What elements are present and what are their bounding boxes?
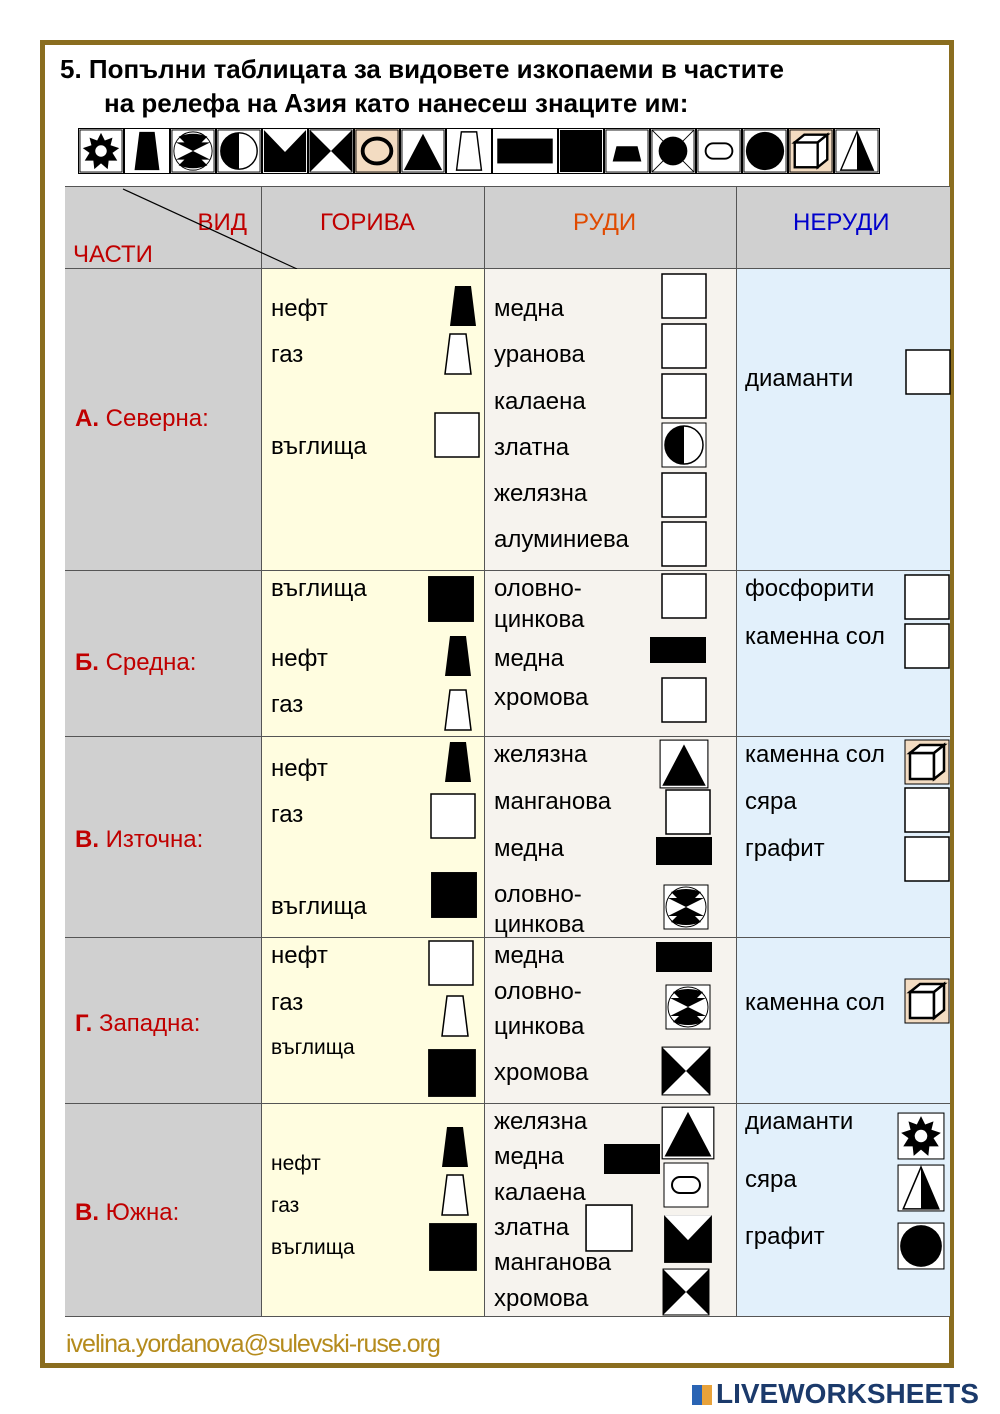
header-nerudi: НЕРУДИ: [793, 209, 890, 236]
fuels-cell: [262, 269, 485, 570]
graphite-symbol[interactable]: [897, 1222, 945, 1270]
header-diagonal-line: [65, 187, 305, 270]
list-item: въглища: [271, 893, 367, 920]
list-item: нефт: [271, 1152, 321, 1175]
list-item: графит: [745, 1223, 825, 1250]
list-item: оловно-: [494, 575, 582, 602]
region-label: В. Източна:: [75, 826, 204, 853]
list-item: газ: [271, 341, 304, 368]
nonores-cell: [737, 571, 950, 736]
ores-cell: [485, 737, 737, 937]
table-row: [65, 938, 950, 1104]
tin-symbol[interactable]: [663, 1162, 709, 1208]
ores-cell: [485, 938, 737, 1103]
list-item: газ: [271, 1194, 300, 1217]
m-shape-icon[interactable]: [262, 128, 308, 174]
list-item: диаманти: [745, 1108, 854, 1135]
oil-symbol[interactable]: [432, 1124, 478, 1170]
iron-symbol[interactable]: [655, 739, 713, 789]
gold-symbol[interactable]: [661, 422, 707, 468]
title-line-1: 5. Попълни таблицата за видовете изкопаеми в частите: [60, 54, 784, 84]
copper-symbol[interactable]: [655, 830, 713, 876]
chrome-symbol[interactable]: [657, 1268, 715, 1316]
list-item: хромова: [494, 1059, 589, 1086]
list-item: нефт: [271, 295, 328, 322]
copper-symbol[interactable]: [603, 1144, 661, 1174]
oil-symbol[interactable]: [440, 283, 486, 329]
drop-slot[interactable]: [661, 273, 707, 319]
manganese-symbol[interactable]: [661, 1214, 715, 1264]
list-item: уранова: [494, 341, 585, 368]
trapezoid-white-icon[interactable]: [446, 128, 492, 174]
table-row: [65, 571, 950, 737]
list-item: газ: [271, 691, 304, 718]
list-item: газ: [271, 989, 304, 1016]
task-title: [60, 52, 784, 120]
iron-symbol[interactable]: [661, 1106, 715, 1160]
drop-slot[interactable]: [434, 412, 480, 458]
drop-slot[interactable]: [661, 323, 707, 369]
header-goriva: ГОРИВА: [320, 209, 415, 236]
drop-slot[interactable]: [661, 677, 707, 723]
fuels-cell: [262, 938, 485, 1103]
circle-black-icon[interactable]: [742, 128, 788, 174]
list-item: въглища: [271, 575, 367, 602]
list-item: цинкова: [494, 911, 585, 938]
gas-symbol[interactable]: [432, 993, 478, 1039]
lead-zinc-symbol[interactable]: [663, 884, 709, 930]
drop-slot[interactable]: [661, 573, 707, 619]
list-item: фосфорити: [745, 575, 875, 602]
list-item: златна: [494, 1214, 570, 1241]
trapezoid-black-icon[interactable]: [124, 128, 170, 174]
author-email: ivelina.yordanova@sulevski-ruse.org: [66, 1330, 440, 1358]
list-item: медна: [494, 942, 564, 969]
list-item: графит: [745, 835, 825, 862]
drop-slot[interactable]: [665, 789, 711, 835]
list-item: медна: [494, 1143, 564, 1170]
drop-slot[interactable]: [904, 787, 950, 833]
list-item: калаена: [494, 388, 586, 415]
nonores-cell: [737, 737, 950, 937]
fuels-cell: [262, 737, 485, 937]
lead-zinc-symbol[interactable]: [665, 984, 711, 1030]
drop-slot[interactable]: [904, 836, 950, 882]
header-cell-ores: [485, 187, 737, 268]
drop-slot[interactable]: [661, 521, 707, 567]
circle-cross-icon[interactable]: [650, 128, 696, 174]
list-item: нефт: [271, 755, 328, 782]
drop-slot[interactable]: [661, 472, 707, 518]
cube-icon[interactable]: [788, 128, 834, 174]
list-item: въглища: [271, 1236, 355, 1259]
oil-symbol[interactable]: [435, 739, 481, 785]
fuels-cell: [262, 1104, 485, 1316]
list-item: медна: [494, 645, 564, 672]
liveworksheets-icon: [692, 1385, 712, 1405]
list-item: манганова: [494, 788, 612, 815]
small-trapezoid-icon[interactable]: [604, 128, 650, 174]
list-item: нефт: [271, 645, 328, 672]
list-item: въглища: [271, 433, 367, 460]
drop-slot[interactable]: [585, 1204, 633, 1252]
region-cell: [65, 1104, 262, 1316]
list-item: желязна: [494, 480, 588, 507]
list-item: хромова: [494, 684, 589, 711]
title-line-2: на релефа на Азия като нанесеш знаците им:: [104, 88, 689, 118]
list-item: медна: [494, 835, 564, 862]
region-label: В. Южна:: [75, 1199, 180, 1226]
region-cell: [65, 269, 262, 570]
symbol-legend: [78, 128, 880, 176]
ores-cell: [485, 571, 737, 736]
coal-symbol[interactable]: [427, 1048, 477, 1098]
ring-icon[interactable]: [354, 128, 400, 174]
list-item: оловно-: [494, 881, 582, 908]
region-label: А. Северна:: [75, 405, 209, 432]
oil-symbol[interactable]: [435, 633, 481, 679]
list-item: цинкова: [494, 606, 585, 633]
coal-symbol[interactable]: [427, 575, 475, 623]
region-label: Г. Западна:: [75, 1010, 201, 1037]
list-item: газ: [271, 801, 304, 828]
sulfur-symbol[interactable]: [897, 1164, 945, 1212]
gas-symbol[interactable]: [432, 1172, 478, 1218]
coal-symbol[interactable]: [428, 1222, 478, 1272]
diamond-symbol[interactable]: [897, 1112, 945, 1160]
half-circle-icon[interactable]: [216, 128, 262, 174]
bowtie-icon[interactable]: [308, 128, 354, 174]
list-item: оловно-: [494, 978, 582, 1005]
ores-cell: [485, 269, 737, 570]
list-item: цинкова: [494, 1013, 585, 1040]
list-item: алуминиева: [494, 526, 629, 553]
list-item: желязна: [494, 741, 588, 768]
list-item: нефт: [271, 942, 328, 969]
list-item: калаена: [494, 1179, 586, 1206]
list-item: каменна сол: [745, 989, 885, 1016]
drop-slot[interactable]: [904, 574, 950, 620]
drop-slot[interactable]: [905, 349, 951, 395]
salt-symbol[interactable]: [904, 739, 950, 785]
table-row: [65, 1104, 950, 1317]
gas-symbol[interactable]: [435, 331, 481, 377]
drop-slot[interactable]: [904, 623, 950, 669]
header-vid: ВИД: [197, 209, 247, 236]
header-chasti: ЧАСТИ: [73, 241, 153, 268]
oval-icon[interactable]: [696, 128, 742, 174]
copper-symbol[interactable]: [649, 627, 707, 673]
brand-logo: LIVEWORKSHEETS: [692, 1378, 979, 1410]
ores-cell: [485, 1104, 737, 1316]
triangle-icon[interactable]: [400, 128, 446, 174]
list-item: каменна сол: [745, 623, 885, 650]
header-cell-nonores: [737, 187, 950, 268]
list-item: златна: [494, 434, 570, 461]
list-item: сяра: [745, 788, 797, 815]
half-triangle-icon[interactable]: [834, 128, 880, 174]
list-item: въглища: [271, 1036, 355, 1059]
region-cell: [65, 571, 262, 736]
region-cell: [65, 737, 262, 937]
nonores-cell: [737, 269, 950, 570]
square-black-icon[interactable]: [558, 128, 604, 174]
diamond-gear-icon[interactable]: [78, 128, 124, 174]
salt-symbol[interactable]: [904, 978, 950, 1024]
hourglass-icon[interactable]: [170, 128, 216, 174]
coal-symbol[interactable]: [430, 871, 478, 919]
nonores-cell: [737, 938, 950, 1103]
chrome-symbol[interactable]: [657, 1046, 715, 1096]
drop-slot[interactable]: [428, 940, 474, 986]
fuels-cell: [262, 571, 485, 736]
region-cell: [65, 938, 262, 1103]
list-item: манганова: [494, 1249, 612, 1276]
header-rudi: РУДИ: [573, 209, 637, 236]
list-item: хромова: [494, 1285, 589, 1312]
nonores-cell: [737, 1104, 950, 1316]
drop-slot[interactable]: [661, 373, 707, 419]
copper-symbol[interactable]: [655, 938, 713, 978]
table-row: [65, 737, 950, 938]
list-item: медна: [494, 295, 564, 322]
gas-symbol[interactable]: [435, 687, 481, 733]
table-row: [65, 269, 950, 571]
region-label: Б. Средна:: [75, 649, 197, 676]
list-item: диаманти: [745, 365, 854, 392]
list-item: сяра: [745, 1166, 797, 1193]
rectangle-black-icon[interactable]: [492, 128, 558, 174]
list-item: каменна сол: [745, 741, 885, 768]
list-item: желязна: [494, 1108, 588, 1135]
drop-slot[interactable]: [430, 793, 476, 839]
